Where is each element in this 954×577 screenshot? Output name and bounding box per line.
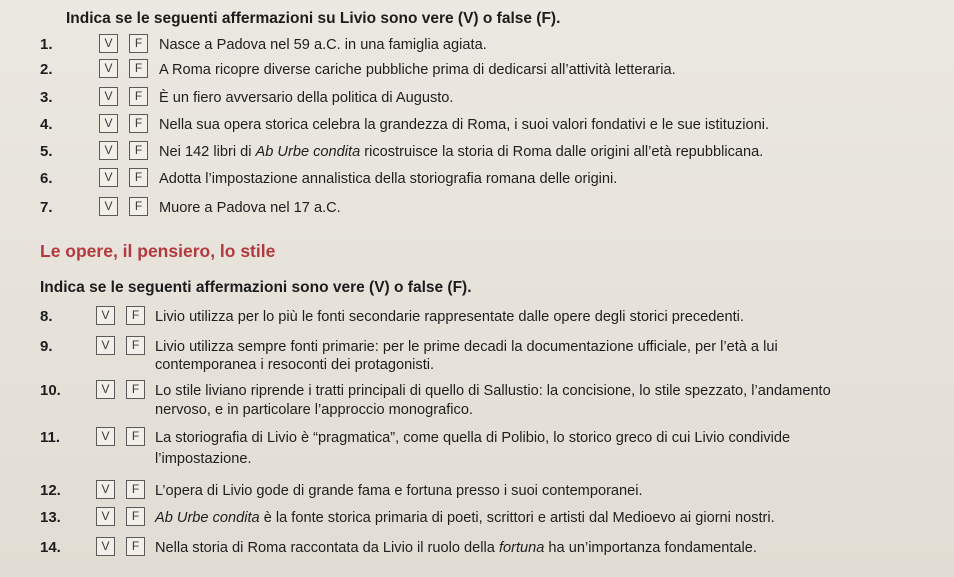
item-text: La storiografia di Livio è “pragmatica”, come quella di Polibio, lo storico greco di cui Livio condivide xyxy=(155,430,791,446)
item-text: Ab Urbe condita è la fonte storica primaria di poeti, scrittori e artisti dal Medioevo ai giorni nostri. xyxy=(155,510,775,526)
false-checkbox[interactable]: F xyxy=(126,336,145,355)
item-number: 1. xyxy=(40,36,53,53)
item-number: 12. xyxy=(40,482,61,499)
item-text: Muore a Padova nel 17 a.C. xyxy=(159,200,341,216)
item-text: Nasce a Padova nel 59 a.C. in una famiglia agiata. xyxy=(159,37,487,53)
item-text: È un fiero avversario della politica di Augusto. xyxy=(159,90,454,106)
true-checkbox[interactable]: V xyxy=(96,427,115,446)
false-checkbox[interactable]: F xyxy=(126,480,145,499)
true-checkbox[interactable]: V xyxy=(99,59,118,78)
false-checkbox[interactable]: F xyxy=(126,306,145,325)
true-checkbox[interactable]: V xyxy=(99,34,118,53)
false-checkbox[interactable]: F xyxy=(129,197,148,216)
false-checkbox[interactable]: F xyxy=(129,141,148,160)
item-number: 4. xyxy=(40,116,53,133)
instruction-mid: Indica se le seguenti affermazioni sono vere (V) o false (F). xyxy=(40,279,472,296)
item-text: Adotta l’impostazione annalistica della storiografia romana delle origini. xyxy=(159,171,618,187)
true-checkbox[interactable]: V xyxy=(99,87,118,106)
true-checkbox[interactable]: V xyxy=(99,114,118,133)
item-number: 3. xyxy=(40,89,53,106)
item-number: 6. xyxy=(40,170,53,187)
false-checkbox[interactable]: F xyxy=(126,427,145,446)
true-checkbox[interactable]: V xyxy=(96,336,115,355)
item-number: 13. xyxy=(40,509,61,526)
false-checkbox[interactable]: F xyxy=(126,537,145,556)
true-checkbox[interactable]: V xyxy=(96,507,115,526)
false-checkbox[interactable]: F xyxy=(129,34,148,53)
item-text: L’opera di Livio gode di grande fama e fortuna presso i suoi contemporanei. xyxy=(155,483,643,499)
item-text: A Roma ricopre diverse cariche pubbliche prima di dedicarsi all’attività letteraria. xyxy=(159,62,676,78)
true-checkbox[interactable]: V xyxy=(99,141,118,160)
true-checkbox[interactable]: V xyxy=(96,306,115,325)
item-number: 2. xyxy=(40,61,53,78)
item-text-continuation: nervoso, e in particolare l’approccio monografico. xyxy=(155,402,473,418)
item-number: 10. xyxy=(40,382,61,399)
true-checkbox[interactable]: V xyxy=(96,480,115,499)
item-number: 9. xyxy=(40,338,53,355)
item-number: 8. xyxy=(40,308,53,325)
false-checkbox[interactable]: F xyxy=(129,87,148,106)
item-number: 11. xyxy=(40,429,61,446)
false-checkbox[interactable]: F xyxy=(129,114,148,133)
false-checkbox[interactable]: F xyxy=(126,507,145,526)
item-text: Nei 142 libri di Ab Urbe condita ricostruisce la storia di Roma dalle origini all’età repubblicana. xyxy=(159,144,764,160)
item-text: Livio utilizza sempre fonti primarie: per le prime decadi la documentazione ufficiale, per l’età a lui xyxy=(155,339,778,355)
item-text: Nella sua opera storica celebra la grandezza di Roma, i suoi valori fondativi e le sue istituzioni. xyxy=(159,117,770,133)
item-text: Livio utilizza per lo più le fonti secondarie rappresentate dalle opere degli storici precedenti. xyxy=(155,309,744,325)
item-number: 5. xyxy=(40,143,53,160)
true-checkbox[interactable]: V xyxy=(99,168,118,187)
section-title: Le opere, il pensiero, lo stile xyxy=(40,241,276,261)
false-checkbox[interactable]: F xyxy=(129,59,148,78)
true-checkbox[interactable]: V xyxy=(96,380,115,399)
item-text: Nella storia di Roma raccontata da Livio il ruolo della fortuna ha un’importanza fondamentale. xyxy=(155,540,757,556)
true-checkbox[interactable]: V xyxy=(96,537,115,556)
false-checkbox[interactable]: F xyxy=(126,380,145,399)
item-number: 7. xyxy=(40,199,53,216)
false-checkbox[interactable]: F xyxy=(129,168,148,187)
item-number: 14. xyxy=(40,539,61,556)
item-text-continuation: contemporanea i resoconti dei protagonisti. xyxy=(155,357,435,373)
instruction-top: Indica se le seguenti affermazioni su Livio sono vere (V) o false (F). xyxy=(66,10,561,27)
item-text: Lo stile liviano riprende i tratti principali di quello di Sallustio: la concisione, lo stile spezzato, l’andamento xyxy=(155,383,831,399)
item-text-continuation: l’impostazione. xyxy=(155,451,252,467)
true-checkbox[interactable]: V xyxy=(99,197,118,216)
